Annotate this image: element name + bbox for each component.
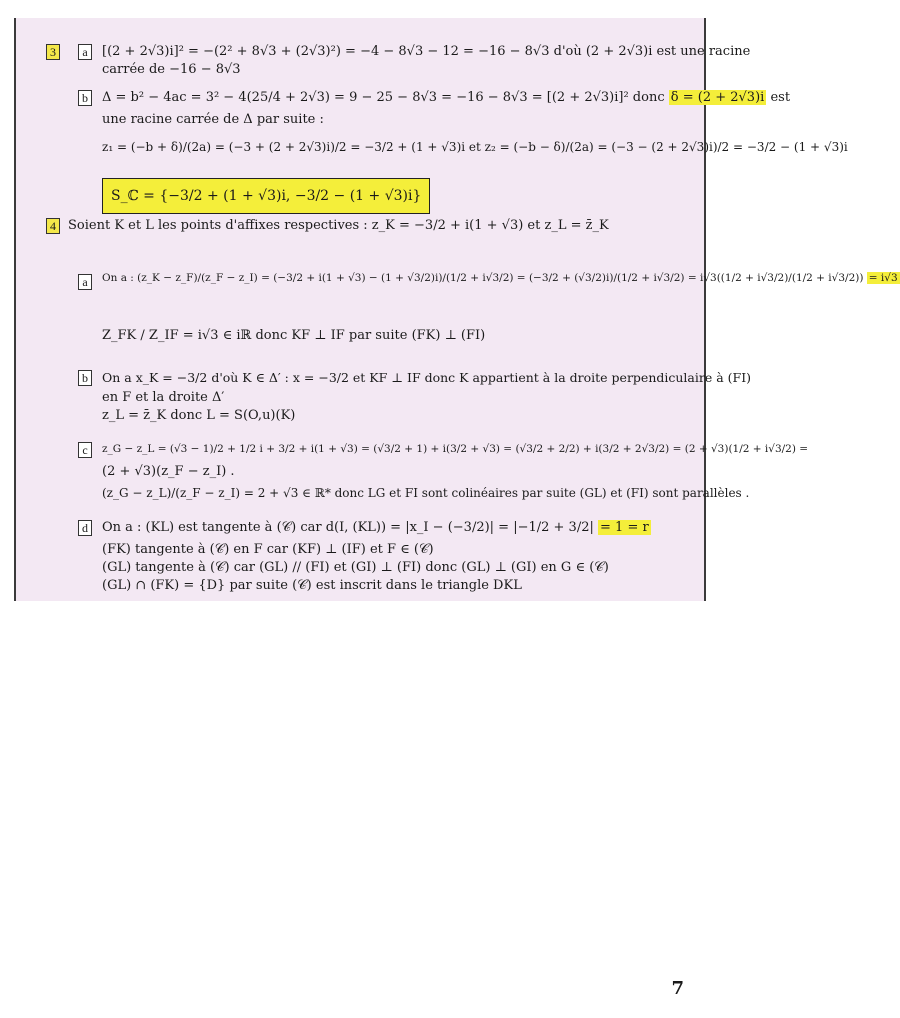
q4-d-distance: On a : (KL) est tangente à (𝒞) car d(I, (KL)) = |x_I − (−3/2)| = |−1/2 + 3/2| xyxy=(102,520,594,535)
q4-d-line3: (GL) tangente à (𝒞) car (GL) // (FI) et (GI) ⊥ (FI) donc (GL) ⊥ (GI) en G ∈ (𝒞) xyxy=(102,560,609,575)
q4-b-line1: On a x_K = −3/2 d'où K ∈ Δ′ : x = −3/2 et KF ⊥ IF donc K appartient à la droite perpendiculaire à (FI) xyxy=(102,370,752,385)
question-4-number: 4 xyxy=(46,218,60,234)
q3-b-line2: une racine carrée de Δ par suite : xyxy=(102,112,324,127)
q4-c-label: c xyxy=(78,442,92,458)
q4-b-line2: en F et la droite Δ′ xyxy=(102,390,225,405)
q4-d-label: d xyxy=(78,520,92,536)
delta-highlight: δ = (2 + 2√3)i xyxy=(670,90,765,105)
q4-a-ratio: On a : (z_K − z_F)/(z_F − z_I) = (−3/2 + i(1 + √3) − (1 + √3/2)i)/(1/2 + i√3/2) = (−3/2 + (√3/2)i)/(1/2 + i√3/2) = i√3((1/2 + i√3/2)/(1/2 + i√3/2)) xyxy=(102,272,864,284)
q4-a-line2: Z_FK / Z_IF = i√3 ∈ iℝ donc KF ⊥ IF par suite (FK) ⊥ (FI) xyxy=(102,328,486,343)
q4-c-line2: (2 + √3)(z_F − z_I) . xyxy=(102,464,235,479)
q3-b-line1-end: est xyxy=(770,90,791,105)
q4-c-line3: (z_G − z_L)/(z_F − z_I) = 2 + √3 ∈ ℝ* donc LG et FI sont colinéaires par suite (GL) et (FI) sont parallèles . xyxy=(102,486,750,500)
q3-b-label: b xyxy=(78,90,92,106)
radius-highlight: = 1 = r xyxy=(600,520,649,535)
solution-set-box: S_ℂ = {−3/2 + (1 + √3)i, −3/2 − (1 + √3)i} xyxy=(102,178,430,214)
q4-d-line2: (FK) tangente à (𝒞) en F car (KF) ⊥ (IF) et F ∈ (𝒞) xyxy=(102,542,434,557)
page-number: 7 xyxy=(671,978,684,999)
q4-a-label: a xyxy=(78,274,92,290)
question-3-number: 3 xyxy=(46,44,60,60)
q3-b-line1 xyxy=(102,90,790,105)
q4-b-label: b xyxy=(78,370,92,386)
q4-d-line1 xyxy=(102,520,651,535)
q3-a-label: a xyxy=(78,44,92,60)
q4-b-line3: z_L = z̄_K donc L = S(O,u)(K) xyxy=(102,408,296,423)
q3-a-line2: carrée de −16 − 8√3 xyxy=(102,62,241,77)
q4-c-line1: z_G − z_L = (√3 − 1)/2 + 1/2 i + 3/2 + i(1 + √3) = (√3/2 + 1) + i(3/2 + √3) = (√3/2 + 2/2) + i(3/2 + 2√3/2) = (2 + √3)(1/2 + i√3/2) = xyxy=(102,443,809,455)
q4-intro: Soient K et L les points d'affixes respectives : z_K = −3/2 + i(1 + √3) et z_L = z̄_K xyxy=(68,218,609,233)
q3-a-line1: [(2 + 2√3)i]² = −(2² + 8√3 + (2√3)²) = −4 − 8√3 − 12 = −16 − 8√3 d'où (2 + 2√3)i est une racine xyxy=(102,44,751,59)
q4-a-line1 xyxy=(102,258,900,298)
q3-b-line1-text: Δ = b² − 4ac = 3² − 4(25/4 + 2√3) = 9 − 25 − 8√3 = −16 − 8√3 = [(2 + 2√3)i]² donc xyxy=(102,90,665,105)
q4-d-line4: (GL) ∩ (FK) = {D} par suite (𝒞) est inscrit dans le triangle DKL xyxy=(102,578,522,593)
q3-b-roots: z₁ = (−b + δ)/(2a) = (−3 + (2 + 2√3)i)/2 = −3/2 + (1 + √3)i et z₂ = (−b − δ)/(2a) = (−3 − (2 + 2√3)i)/2 = −3/2 − (1 + √3)i xyxy=(102,140,848,154)
i-sqrt3-highlight: = i√3 xyxy=(868,272,898,284)
solution-panel xyxy=(14,18,898,601)
